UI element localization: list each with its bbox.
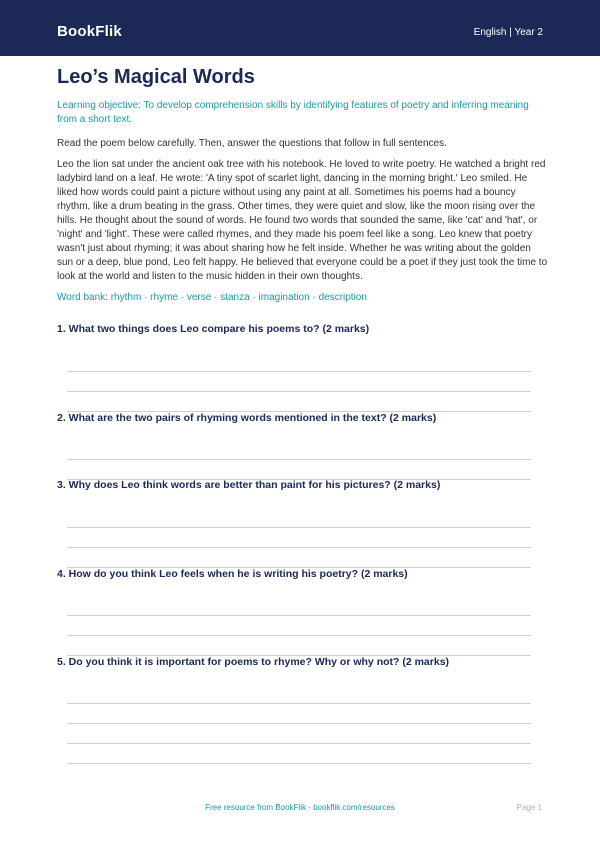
page-title: Leo’s Magical Words — [57, 66, 255, 88]
question-1: 1. What two things does Leo compare his poems to? (2 marks) — [57, 323, 370, 335]
answer-line — [67, 371, 531, 372]
brand-logo: BookFlik — [57, 23, 122, 40]
question-3: 3. Why does Leo think words are better than paint for his pictures? (2 marks) — [57, 479, 441, 491]
story-passage: Leo the lion sat under the ancient oak tree with his notebook. He loved to write poetry. He watched a bright red ladybird land on a leaf. He wrote: 'A tiny spot of scarlet light, dancing in the morning bright.' Leo smiled. He liked how words could paint a picture without using any paint at all. Sometimes his poems had a bouncy rhythm, like a drum beating in the grass. Other times, they were quiet and slow, like the moon rising over the hills. He thought about the sound of words. He found two words that sounded the same, like 'cat' and 'hat', or 'night' and 'light'. These were called rhymes, and they made his poem feel like a song. Leo knew that poetry wasn't just about rhyming; it was about sharing how he felt inside. Whether he was writing about the golden sun or a deep, blue pond, Leo felt happy. He believed that everyone could be a poet if they just took the time to look at the world and listen to the music hidden in their own thoughts. — [57, 159, 548, 282]
question-4: 4. How do you think Leo feels when he is writing his poetry? (2 marks) — [57, 568, 408, 580]
answer-line — [67, 723, 531, 724]
page-number: Page 1 — [516, 803, 542, 812]
answer-line — [67, 459, 531, 460]
answer-line — [67, 527, 531, 528]
answer-line — [67, 615, 531, 616]
question-5: 5. Do you think it is important for poems to rhyme? Why or why not? (2 marks) — [57, 656, 450, 668]
instructions-text: Read the poem below carefully. Then, answer the questions that follow in full sentences. — [57, 138, 447, 149]
word-bank: Word bank: rhythm · rhyme · verse · stanza · imagination · description — [57, 292, 367, 303]
answer-line — [67, 391, 531, 392]
footer-resource-link[interactable]: Free resource from BookFlik · bookflik.com/resources — [205, 803, 395, 812]
answer-line — [67, 547, 531, 548]
subject-year-label: English | Year 2 — [473, 27, 543, 38]
answer-line — [67, 743, 531, 744]
question-2: 2. What are the two pairs of rhyming words mentioned in the text? (2 marks) — [57, 412, 437, 424]
answer-line — [67, 763, 531, 764]
answer-line — [67, 635, 531, 636]
answer-line — [67, 703, 531, 704]
header-bar — [0, 0, 600, 56]
learning-objective: Learning objective: To develop comprehension skills by identifying features of poetry and inferring meaning from a short text. — [57, 100, 529, 125]
